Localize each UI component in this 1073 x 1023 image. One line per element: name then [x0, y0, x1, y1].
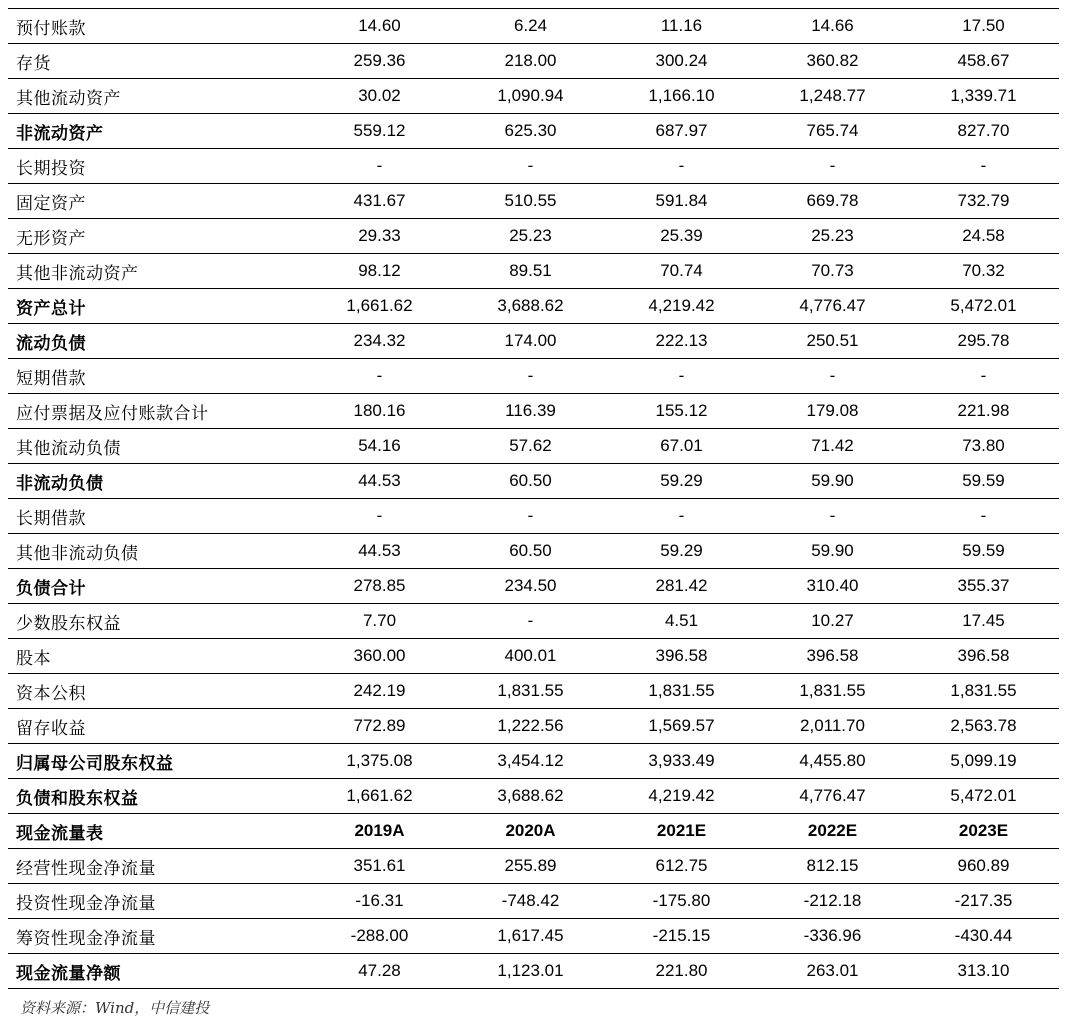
value-cell: 17.45	[908, 604, 1059, 639]
row-label: 股本	[8, 639, 304, 674]
value-cell: -	[304, 499, 455, 534]
table-row	[8, 639, 1059, 674]
row-label: 现金流量净额	[8, 954, 304, 989]
table-row	[8, 604, 1059, 639]
value-cell: 29.33	[304, 219, 455, 254]
value-cell: -	[908, 499, 1059, 534]
value-cell: 7.70	[304, 604, 455, 639]
financial-statement-table	[8, 8, 1059, 989]
table-row	[8, 569, 1059, 604]
value-cell: 59.59	[908, 534, 1059, 569]
value-cell: -	[606, 149, 757, 184]
value-cell: 11.16	[606, 9, 757, 44]
value-cell: 1,339.71	[908, 79, 1059, 114]
row-label: 流动负债	[8, 324, 304, 359]
table-row	[8, 184, 1059, 219]
value-cell: 1,569.57	[606, 709, 757, 744]
value-cell: 30.02	[304, 79, 455, 114]
value-cell: 431.67	[304, 184, 455, 219]
value-cell: -212.18	[757, 884, 908, 919]
section-header-row	[8, 814, 1059, 849]
row-label: 其他流动负债	[8, 429, 304, 464]
value-cell: 1,248.77	[757, 79, 908, 114]
value-cell: 59.90	[757, 464, 908, 499]
value-cell: 44.53	[304, 534, 455, 569]
table-row	[8, 429, 1059, 464]
value-cell: 174.00	[455, 324, 606, 359]
value-cell: 4,455.80	[757, 744, 908, 779]
row-label: 其他非流动资产	[8, 254, 304, 289]
row-label: 现金流量表	[8, 814, 304, 849]
row-label: 存货	[8, 44, 304, 79]
table-row	[8, 44, 1059, 79]
value-cell: 221.80	[606, 954, 757, 989]
table-row	[8, 919, 1059, 954]
value-cell: 60.50	[455, 534, 606, 569]
table-row	[8, 324, 1059, 359]
value-cell: 70.74	[606, 254, 757, 289]
value-cell: 1,831.55	[455, 674, 606, 709]
table-row	[8, 79, 1059, 114]
value-cell: 4,776.47	[757, 289, 908, 324]
value-cell: 355.37	[908, 569, 1059, 604]
value-cell: -16.31	[304, 884, 455, 919]
value-cell: 812.15	[757, 849, 908, 884]
value-cell: 155.12	[606, 394, 757, 429]
table-row	[8, 254, 1059, 289]
value-cell: 310.40	[757, 569, 908, 604]
row-label: 非流动负债	[8, 464, 304, 499]
value-cell: 351.61	[304, 849, 455, 884]
value-cell: 71.42	[757, 429, 908, 464]
row-label: 筹资性现金净流量	[8, 919, 304, 954]
value-cell: 5,472.01	[908, 289, 1059, 324]
year-header-cell: 2023E	[908, 814, 1059, 849]
value-cell: -	[304, 149, 455, 184]
table-row	[8, 499, 1059, 534]
value-cell: 396.58	[757, 639, 908, 674]
value-cell: 255.89	[455, 849, 606, 884]
value-cell: 234.50	[455, 569, 606, 604]
value-cell: -	[757, 499, 908, 534]
value-cell: 59.29	[606, 464, 757, 499]
row-label: 长期借款	[8, 499, 304, 534]
value-cell: 25.39	[606, 219, 757, 254]
table-row	[8, 9, 1059, 44]
value-cell: 281.42	[606, 569, 757, 604]
value-cell: 4,219.42	[606, 779, 757, 814]
value-cell: 687.97	[606, 114, 757, 149]
row-label: 少数股东权益	[8, 604, 304, 639]
value-cell: -748.42	[455, 884, 606, 919]
value-cell: 1,090.94	[455, 79, 606, 114]
value-cell: 295.78	[908, 324, 1059, 359]
value-cell: 3,688.62	[455, 779, 606, 814]
value-cell: 772.89	[304, 709, 455, 744]
value-cell: -215.15	[606, 919, 757, 954]
value-cell: -175.80	[606, 884, 757, 919]
value-cell: 54.16	[304, 429, 455, 464]
value-cell: 89.51	[455, 254, 606, 289]
table-row	[8, 464, 1059, 499]
value-cell: 59.59	[908, 464, 1059, 499]
value-cell: 300.24	[606, 44, 757, 79]
value-cell: -288.00	[304, 919, 455, 954]
value-cell: -	[757, 359, 908, 394]
value-cell: 70.73	[757, 254, 908, 289]
value-cell: 4,219.42	[606, 289, 757, 324]
value-cell: 73.80	[908, 429, 1059, 464]
value-cell: -430.44	[908, 919, 1059, 954]
value-cell: 221.98	[908, 394, 1059, 429]
value-cell: 44.53	[304, 464, 455, 499]
value-cell: 396.58	[908, 639, 1059, 674]
value-cell: -	[455, 499, 606, 534]
value-cell: 765.74	[757, 114, 908, 149]
value-cell: 827.70	[908, 114, 1059, 149]
table-row	[8, 289, 1059, 324]
row-label: 资本公积	[8, 674, 304, 709]
value-cell: 732.79	[908, 184, 1059, 219]
year-header-cell: 2022E	[757, 814, 908, 849]
row-label: 投资性现金净流量	[8, 884, 304, 919]
value-cell: 400.01	[455, 639, 606, 674]
value-cell: 60.50	[455, 464, 606, 499]
value-cell: 70.32	[908, 254, 1059, 289]
value-cell: -	[606, 359, 757, 394]
value-cell: 24.58	[908, 219, 1059, 254]
value-cell: 14.66	[757, 9, 908, 44]
value-cell: 612.75	[606, 849, 757, 884]
value-cell: 25.23	[757, 219, 908, 254]
value-cell: 313.10	[908, 954, 1059, 989]
value-cell: 3,933.49	[606, 744, 757, 779]
financial-table-container	[8, 8, 1058, 989]
value-cell: -	[908, 149, 1059, 184]
table-row	[8, 954, 1059, 989]
value-cell: 1,375.08	[304, 744, 455, 779]
value-cell: 278.85	[304, 569, 455, 604]
value-cell: 57.62	[455, 429, 606, 464]
year-header-cell: 2021E	[606, 814, 757, 849]
value-cell: -	[455, 359, 606, 394]
year-header-cell: 2019A	[304, 814, 455, 849]
row-label: 短期借款	[8, 359, 304, 394]
value-cell: -217.35	[908, 884, 1059, 919]
table-row	[8, 884, 1059, 919]
value-cell: 218.00	[455, 44, 606, 79]
value-cell: 5,472.01	[908, 779, 1059, 814]
value-cell: 2,563.78	[908, 709, 1059, 744]
value-cell: 179.08	[757, 394, 908, 429]
value-cell: 222.13	[606, 324, 757, 359]
row-label: 资产总计	[8, 289, 304, 324]
row-label: 应付票据及应付账款合计	[8, 394, 304, 429]
value-cell: 59.90	[757, 534, 908, 569]
value-cell: 510.55	[455, 184, 606, 219]
row-label: 归属母公司股东权益	[8, 744, 304, 779]
value-cell: 242.19	[304, 674, 455, 709]
value-cell: 14.60	[304, 9, 455, 44]
value-cell: -	[908, 359, 1059, 394]
row-label: 预付账款	[8, 9, 304, 44]
source-note: 资料来源：Wind，中信建投	[20, 999, 210, 1017]
value-cell: -	[304, 359, 455, 394]
value-cell: 180.16	[304, 394, 455, 429]
value-cell: 559.12	[304, 114, 455, 149]
table-row	[8, 709, 1059, 744]
value-cell: 59.29	[606, 534, 757, 569]
value-cell: 591.84	[606, 184, 757, 219]
value-cell: 625.30	[455, 114, 606, 149]
value-cell: 67.01	[606, 429, 757, 464]
table-row	[8, 394, 1059, 429]
value-cell: 669.78	[757, 184, 908, 219]
table-body	[8, 9, 1059, 989]
value-cell: 3,454.12	[455, 744, 606, 779]
value-cell: 458.67	[908, 44, 1059, 79]
value-cell: 1,831.55	[908, 674, 1059, 709]
row-label: 长期投资	[8, 149, 304, 184]
value-cell: -336.96	[757, 919, 908, 954]
value-cell: -	[757, 149, 908, 184]
table-row	[8, 534, 1059, 569]
value-cell: 4.51	[606, 604, 757, 639]
value-cell: 1,831.55	[606, 674, 757, 709]
value-cell: 250.51	[757, 324, 908, 359]
row-label: 留存收益	[8, 709, 304, 744]
row-label: 其他非流动负债	[8, 534, 304, 569]
row-label: 固定资产	[8, 184, 304, 219]
value-cell: 25.23	[455, 219, 606, 254]
value-cell: 98.12	[304, 254, 455, 289]
value-cell: 10.27	[757, 604, 908, 639]
value-cell: 960.89	[908, 849, 1059, 884]
table-row	[8, 149, 1059, 184]
value-cell: 360.82	[757, 44, 908, 79]
value-cell: 396.58	[606, 639, 757, 674]
value-cell: 263.01	[757, 954, 908, 989]
table-row	[8, 849, 1059, 884]
table-row	[8, 114, 1059, 149]
value-cell: 6.24	[455, 9, 606, 44]
value-cell: 2,011.70	[757, 709, 908, 744]
table-row	[8, 674, 1059, 709]
row-label: 负债和股东权益	[8, 779, 304, 814]
table-row	[8, 744, 1059, 779]
table-row	[8, 359, 1059, 394]
value-cell: 3,688.62	[455, 289, 606, 324]
row-label: 经营性现金净流量	[8, 849, 304, 884]
value-cell: 1,831.55	[757, 674, 908, 709]
year-header-cell: 2020A	[455, 814, 606, 849]
value-cell: 1,661.62	[304, 779, 455, 814]
value-cell: 1,617.45	[455, 919, 606, 954]
row-label: 负债合计	[8, 569, 304, 604]
value-cell: 360.00	[304, 639, 455, 674]
row-label: 非流动资产	[8, 114, 304, 149]
table-row	[8, 219, 1059, 254]
value-cell: 116.39	[455, 394, 606, 429]
table-row	[8, 779, 1059, 814]
value-cell: 1,222.56	[455, 709, 606, 744]
row-label: 其他流动资产	[8, 79, 304, 114]
value-cell: -	[455, 149, 606, 184]
value-cell: 259.36	[304, 44, 455, 79]
value-cell: 4,776.47	[757, 779, 908, 814]
value-cell: 1,661.62	[304, 289, 455, 324]
value-cell: 5,099.19	[908, 744, 1059, 779]
value-cell: 1,166.10	[606, 79, 757, 114]
value-cell: 47.28	[304, 954, 455, 989]
value-cell: 234.32	[304, 324, 455, 359]
value-cell: 17.50	[908, 9, 1059, 44]
value-cell: 1,123.01	[455, 954, 606, 989]
row-label: 无形资产	[8, 219, 304, 254]
value-cell: -	[455, 604, 606, 639]
value-cell: -	[606, 499, 757, 534]
